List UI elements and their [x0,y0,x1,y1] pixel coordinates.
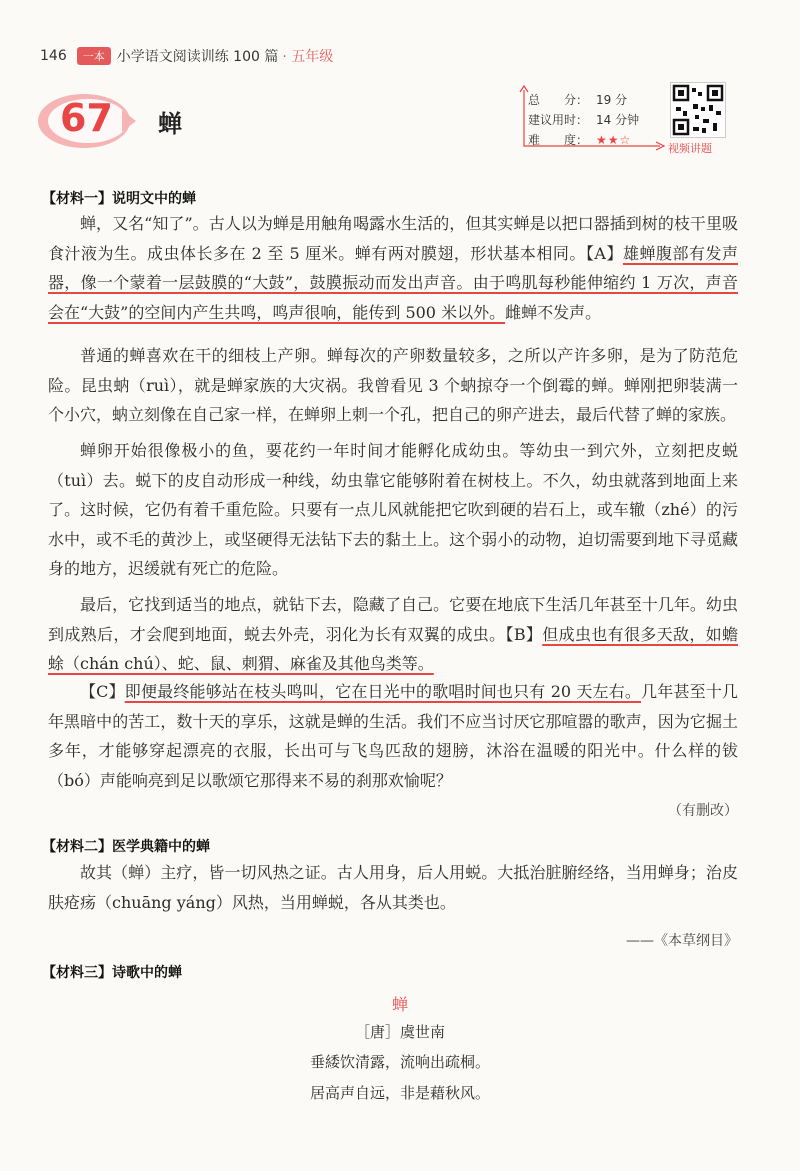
difficulty-stars: ★★☆ [596,133,632,147]
total-score-value: 19 分 [596,93,628,107]
poem-line-1: 垂緌饮清露，流响出疏桐。 [309,1053,490,1071]
material1-paragraph-2: 普通的蝉喜欢在干的细枝上产卵。蝉每次的产卵数量较多，之所以产许多卵，是为了防范危险。昆虫蚋（ruì），就是蝉家族的大灾祸。我曾看见 3 个蚋掠夺一个倒霉的蝉。蝉刚把卵装满一个小穴，蚋立刻像在自己家一样，在蝉卵上刺一个孔，把自己的卵产进去，最后代替了蝉的家族。 [48,346,738,424]
lesson-title: 蝉 [158,109,182,138]
underlined-c: 即便最终能够站在枝头鸣叫，它在日光中的歌唱时间也只有 20 天左右。 [124,682,642,701]
material1-paragraph-5: 【C】即便最终能够站在枝头鸣叫，它在日光中的歌唱时间也只有 20 天左右。几年甚至十几年黑暗中的苦工，数十天的享乐，这就是蝉的生活。我们不应当讨厌它那喧嚣的歌声，因为它掘土多年，才能够穿起漂亮的衣服，长出可与飞鸟匹敌的翅膀，沐浴在温暖的阳光中。什么样的钹（bó）声能响亮到足以歌颂它那得来不易的刹那欢愉呢？ [48,682,738,790]
difficulty-label: 难 度： [528,133,589,147]
brand-badge: 一本 [77,47,111,65]
grade-label: · 五年级 [282,49,334,65]
material3-heading: 【材料三】诗歌中的蝉 [42,965,182,981]
time-label: 建议用时： [528,113,589,127]
material1-paragraph-4: 最后，它找到适当的地点，就钻下去，隐藏了自己。它要在地底下生活几年甚至十几年。幼虫到成熟后，才会爬到地面，蜕去外壳，羽化为长有双翼的成虫。【B】但成虫也有很多天敌，如蟾蜍（chán chú）、蛇、鼠、刺猬、麻雀及其他鸟类等。 [48,595,738,673]
poem-author: ［唐］虞世南 [354,1023,445,1041]
underlined-b: 但成虫也有很多天敌，如蟾蜍（chán chú）、蛇、鼠、刺猬、麻雀及其他鸟类等。 [48,624,738,673]
material2-source: ——《本草纲目》 [626,933,738,949]
video-caption[interactable]: 视频讲题 [668,142,712,155]
material1-heading: 【材料一】说明文中的蝉 [42,191,196,207]
edit-note: （有删改） [668,803,738,819]
lesson-meta [528,90,668,150]
poem-title: 蝉 [391,995,408,1014]
lesson-number-badge [36,92,142,150]
page-header [40,46,333,66]
material2-heading: 【材料二】医学典籍中的蝉 [42,839,210,855]
page-number: 146 [40,48,67,64]
material2-paragraph: 故其（蝉）主疗，皆一切风热之证。古人用身，后人用蜕。大抵治脏腑经络，当用蝉身；治皮肤疮疡（chuāng yáng）风热，当用蝉蜕，各从其类也。 [48,863,738,912]
poem-line-2: 居高声自远，非是藉秋风。 [309,1084,490,1102]
time-value: 14 分钟 [596,113,640,127]
qr-code-icon[interactable] [670,82,726,138]
lesson-number: 67 [60,96,113,140]
material1-paragraph-1: 蝉，又名“知了”。古人以为蝉是用触角喝露水生活的，但其实蝉是以把口器插到树的枝干里吸食汁液为生。成虫体长多在 2 至 5 厘米。蝉有两对膜翅，形状基本相同。【A】雄蝉腹部有发声器，像一个蒙着一层鼓膜的“大鼓”，鼓膜振动而发出声音。由于鸣肌每秒能伸缩约 1 万次，声音会在“大鼓”的空间内产生共鸣，鸣声很响，能传到 500 米以外。雌蝉不发声。 [48,214,738,322]
underlined-a: 雄蝉腹部有发声器，像一个蒙着一层鼓膜的“大鼓”，鼓膜振动而发出声音。由于鸣肌每秒能伸缩约 1 万次，声音会在“大鼓”的空间内产生共鸣，鸣声很响，能传到 500 米以外。 [48,243,738,322]
series-title: 小学语文阅读训练 100 篇 [116,49,279,65]
total-score-label: 总 分： [528,93,589,107]
material1-paragraph-3: 蝉卵开始很像极小的鱼，要花约一年时间才能孵化成幼虫。等幼虫一到穴外，立刻把皮蜕（tuì）去。蜕下的皮自动形成一种线，幼虫靠它能够附着在树枝上。不久，幼虫就落到地面上来了。这时候，它仍有着千重危险。只要有一点儿风就能把它吹到硬的岩石上，或车辙（zhé）的污水中，或不毛的黄沙上，或坚硬得无法钻下去的黏土上。这个弱小的动物，迫切需要到地下寻觅藏身的地方，迟缓就有死亡的危险。 [48,441,738,578]
